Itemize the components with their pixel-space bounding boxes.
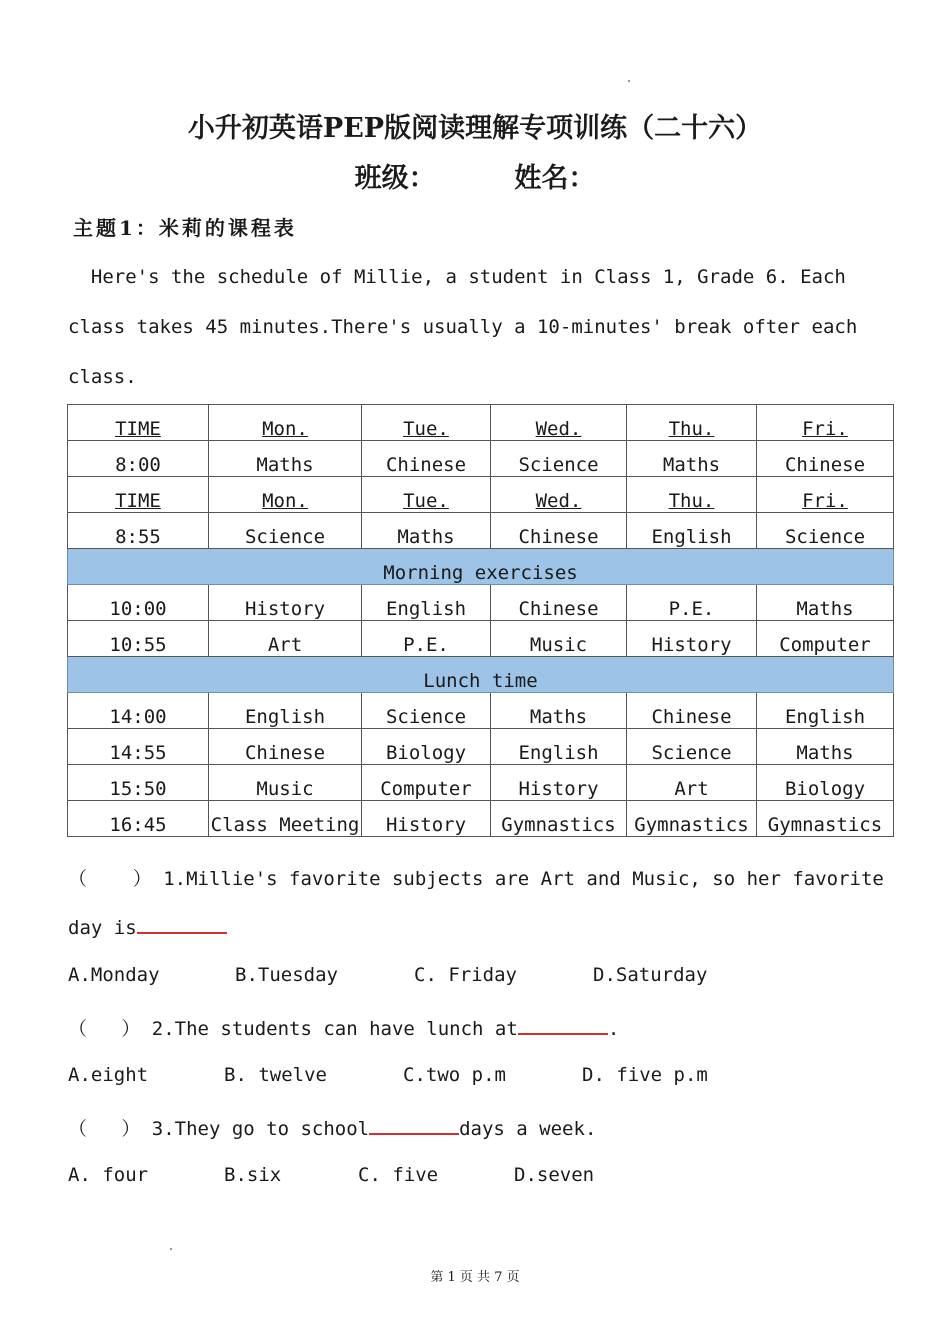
header-cell: Wed. <box>491 477 627 513</box>
table-cell: Chinese <box>491 513 627 549</box>
header-cell: Mon. <box>209 405 362 441</box>
schedule-table <box>67 404 894 837</box>
band-label: Lunch time <box>68 657 894 693</box>
table-cell: Gymnastics <box>491 801 627 837</box>
table-row <box>68 585 894 621</box>
table-cell: 10:00 <box>68 585 209 621</box>
header-cell: Fri. <box>757 477 894 513</box>
table-cell: Gymnastics <box>627 801 757 837</box>
table-cell: Maths <box>627 441 757 477</box>
table-cell: 14:00 <box>68 693 209 729</box>
table-cell: Computer <box>757 621 894 657</box>
table-cell: Music <box>209 765 362 801</box>
table-cell: English <box>209 693 362 729</box>
option-d[interactable]: D.Saturday <box>593 964 708 986</box>
header-cell: TIME <box>68 477 209 513</box>
table-header-row <box>68 477 894 513</box>
table-cell: P.E. <box>627 585 757 621</box>
question-1 <box>68 864 884 891</box>
table-cell: 10:55 <box>68 621 209 657</box>
table-cell: Science <box>362 693 491 729</box>
table-row <box>68 441 894 477</box>
table-row <box>68 729 894 765</box>
table-cell: Chinese <box>757 441 894 477</box>
table-cell: Science <box>491 441 627 477</box>
table-cell: 16:45 <box>68 801 209 837</box>
table-cell: Chinese <box>491 585 627 621</box>
answer-blank[interactable] <box>137 914 227 934</box>
table-cell: Art <box>627 765 757 801</box>
table-cell: Maths <box>757 585 894 621</box>
class-name-line <box>0 156 950 195</box>
passage-line: class takes 45 minutes.There's usually a 10-minutes' break ofter each <box>68 316 858 338</box>
table-cell: Science <box>627 729 757 765</box>
question-text: （ ） 1.Millie's favorite subjects are Art and Music, so her favorite <box>68 868 884 890</box>
option-a[interactable]: A. four <box>68 1164 149 1186</box>
question-1-options <box>68 964 707 986</box>
header-cell: TIME <box>68 405 209 441</box>
table-row <box>68 621 894 657</box>
option-c[interactable]: C. Friday <box>414 964 517 986</box>
table-cell: Chinese <box>209 729 362 765</box>
question-suffix: . <box>607 1018 620 1040</box>
question-2 <box>68 1014 619 1041</box>
question-text: day is <box>68 917 137 939</box>
option-b[interactable]: B.six <box>224 1164 282 1186</box>
table-cell: Gymnastics <box>757 801 894 837</box>
table-cell: 8:55 <box>68 513 209 549</box>
answer-blank[interactable] <box>369 1115 459 1135</box>
table-cell: Biology <box>757 765 894 801</box>
option-d[interactable]: D.seven <box>514 1164 595 1186</box>
table-cell: Maths <box>757 729 894 765</box>
table-cell: Chinese <box>627 693 757 729</box>
question-1-line2 <box>68 914 227 939</box>
page-footer: 第 1 页 共 7 页 <box>430 1270 520 1285</box>
option-b[interactable]: B.Tuesday <box>235 964 338 986</box>
table-cell: English <box>491 729 627 765</box>
stray-dot <box>628 80 630 82</box>
question-3 <box>68 1114 596 1141</box>
header-cell: Thu. <box>627 405 757 441</box>
class-label: 班级： <box>354 163 436 194</box>
table-cell: English <box>627 513 757 549</box>
table-cell: Music <box>491 621 627 657</box>
table-cell: P.E. <box>362 621 491 657</box>
band-label: Morning exercises <box>68 549 894 585</box>
table-cell: English <box>757 693 894 729</box>
option-d[interactable]: D. five p.m <box>582 1064 708 1086</box>
option-a[interactable]: A.Monday <box>68 964 160 986</box>
table-cell: Science <box>209 513 362 549</box>
question-3-options <box>68 1164 594 1186</box>
table-cell: History <box>362 801 491 837</box>
table-row <box>68 765 894 801</box>
table-cell: Computer <box>362 765 491 801</box>
table-cell: Biology <box>362 729 491 765</box>
question-text: （ ） 3.They go to school <box>68 1118 370 1140</box>
answer-blank[interactable] <box>518 1015 608 1035</box>
topic-heading: 主题1：米莉的课程表 <box>73 216 297 240</box>
header-cell: Thu. <box>627 477 757 513</box>
table-cell: History <box>627 621 757 657</box>
question-text: （ ） 2.The students can have lunch at <box>68 1018 518 1040</box>
option-a[interactable]: A.eight <box>68 1064 149 1086</box>
document-title: 小升初英语PEP版阅读理解专项训练（二十六） <box>187 113 763 144</box>
table-row <box>68 801 894 837</box>
passage-line: Here's the schedule of Millie, a student in Class 1, Grade 6. Each <box>68 266 846 288</box>
table-cell: 15:50 <box>68 765 209 801</box>
passage-line: class. <box>68 366 137 388</box>
table-cell: 14:55 <box>68 729 209 765</box>
table-cell: History <box>491 765 627 801</box>
header-cell: Fri. <box>757 405 894 441</box>
header-cell: Tue. <box>362 405 491 441</box>
header-cell: Wed. <box>491 405 627 441</box>
header-cell: Mon. <box>209 477 362 513</box>
question-suffix: days a week. <box>459 1118 597 1140</box>
lunch-time-band <box>68 657 894 693</box>
table-header-row <box>68 405 894 441</box>
table-cell: Chinese <box>362 441 491 477</box>
stray-dot <box>170 1248 172 1250</box>
table-cell: 8:00 <box>68 441 209 477</box>
table-cell: Maths <box>362 513 491 549</box>
option-c[interactable]: C.two p.m <box>403 1064 506 1086</box>
table-cell: Class Meeting <box>209 801 362 837</box>
question-2-options <box>68 1064 708 1086</box>
table-cell: History <box>209 585 362 621</box>
header-cell: Tue. <box>362 477 491 513</box>
table-cell: Maths <box>209 441 362 477</box>
table-cell: Art <box>209 621 362 657</box>
option-b[interactable]: B. twelve <box>224 1064 327 1086</box>
table-cell: English <box>362 585 491 621</box>
option-c[interactable]: C. five <box>358 1164 439 1186</box>
table-row <box>68 693 894 729</box>
passage <box>68 252 858 402</box>
table-cell: Science <box>757 513 894 549</box>
table-row <box>68 513 894 549</box>
name-label: 姓名： <box>514 163 596 194</box>
morning-exercises-band <box>68 549 894 585</box>
table-cell: Maths <box>491 693 627 729</box>
